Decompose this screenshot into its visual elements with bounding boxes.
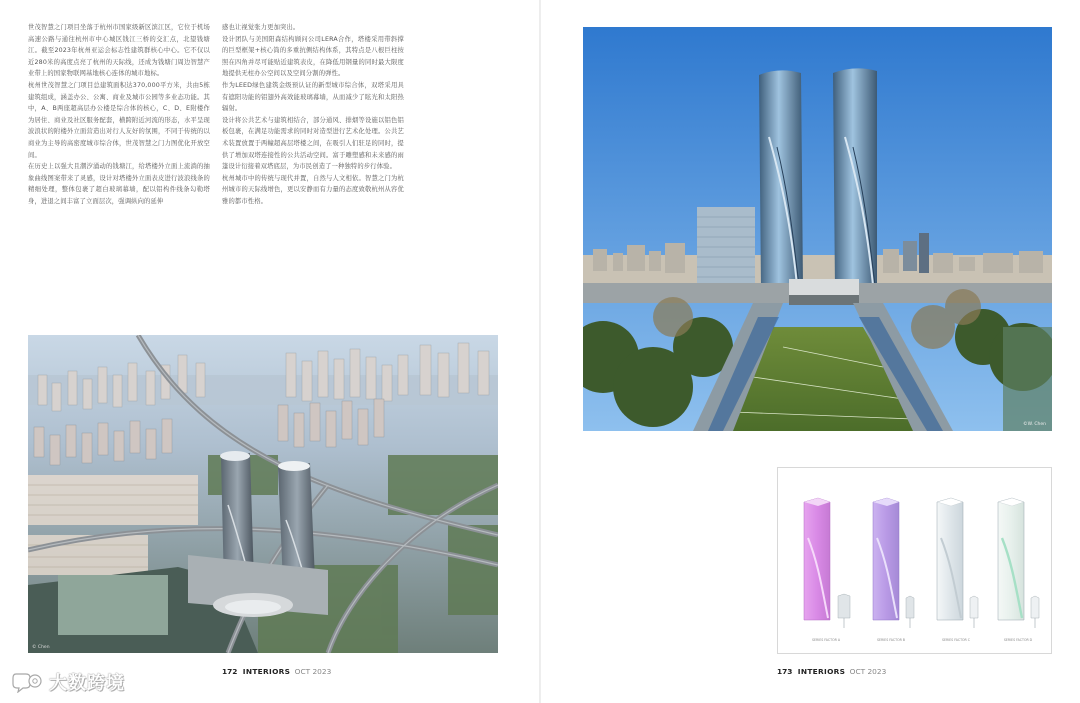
diagram-caption: SERIES FACTOR A	[812, 638, 840, 642]
watermark	[10, 669, 125, 695]
magazine-name: INTERIORS	[797, 667, 846, 676]
photo-credit: ©W. Chen	[1023, 422, 1046, 427]
page-number: 172	[222, 667, 238, 676]
diagram-caption: SERIES FACTOR D	[1003, 638, 1033, 642]
paragraph: 杭州城市中的传统与现代并置，自然与人文相依。智慧之门为杭州城市的天际线增色，更以安静而有力量的态度致敬杭州从容优雅的都市性格。	[222, 174, 404, 205]
tower-model-c	[937, 498, 978, 628]
paragraph: 世茂智慧之门项目坐落于杭州市国家级新区滨江区，它位于机场高速公路与通往杭州市中心城区钱江三桥的交汇点，北望钱塘江。截至2023年杭州亚运会标志性建筑群核心中心。它不仅以近280米的高度点亮了杭州的天际线，还成为钱塘门周边智慧产业带上的国家物联网基地核心连体的城市地标。	[28, 24, 210, 78]
issue-date: OCT 2023	[294, 667, 332, 676]
tower-model-d	[998, 498, 1039, 628]
page-folio	[777, 667, 886, 676]
magazine-name: INTERIORS	[242, 667, 291, 676]
paragraph: 作为LEED绿色建筑金级预认证的新型城市综合体，双塔采用具有遮阳功能的铝翅外高效能玻璃幕墙，从而减少了眩光和太阳热辐射。	[222, 81, 404, 113]
chat-bubble-logo-icon	[10, 671, 44, 693]
article-column-1	[28, 22, 210, 208]
tower-model-a	[804, 498, 850, 628]
paragraph: 感也让视觉张力更加突出。	[222, 24, 300, 31]
aerial-photo	[28, 335, 498, 653]
paragraph: 设计团队与美国阳森结构顾问公司LERA合作，塔楼采用带斜撑的巨型框架+核心筒的多重抗侧结构体系，其特点是八根巨柱按照在四角并尽可能贴近建筑表皮，在降低用钢量的同时最大限度地提供无柱办公空间以及空间分割的弹性。	[222, 35, 404, 78]
photo-credit: © Chen	[32, 645, 50, 650]
watermark-text: 大数跨境	[49, 673, 125, 694]
diagram-caption: SERIES FACTOR B	[876, 638, 905, 642]
paragraph: 设计将公共艺术与建筑相结合，部分通风、排烟等设施以铝色铝板包裹，在满足功能需求的同时对造型进行艺术化处理。公共艺术装置放置于两幢超高层塔楼之间，在吸引人们驻足的同时，提供了增加双塔连接性的公共活动空间。富于雕塑感和未来感的雨篷设计衍接着双塔底层，为市民创造了一种独特的步行体验。	[222, 116, 404, 171]
issue-date: OCT 2023	[849, 667, 887, 676]
page-folio	[222, 667, 331, 676]
park-photo	[583, 27, 1052, 431]
page-number: 173	[777, 667, 793, 676]
paragraph: 杭州世茂智慧之门项目总建筑面积达370,000平方米，共由5栋建筑组成，涵盖办公、公寓、商业及城市公园等多业态功能。其中，A、B两座超高层办公楼是综合体的核心，C、D、E附楼作为居住、商业及社区服务配套，横跨附近河流的形态，水平呈现波浪状的附楼外立面营造出对行人友好的氛围，不同于传统的以商业为主导的高密度城市综合体，世茂智慧之门力图优化开放空间。	[28, 81, 210, 159]
paragraph: 在历史上以强大且潮汐涌动的钱塘江，给塔楼外立面上流淌的抽象曲线图案带来了灵感，设计对塔楼外立面表皮进行波浪线条的精细处理，整体包裹了超白玻璃幕墙，配以铝构件线条勾勒塔身，进退之间丰富了立面层次，强调纵向的延伸	[28, 163, 210, 205]
page-gutter	[539, 0, 541, 703]
diagram-caption: SERIES FACTOR C	[941, 638, 971, 642]
tower-facade-diagram	[777, 467, 1052, 654]
article-column-2	[222, 22, 404, 208]
tower-model-b	[873, 498, 914, 628]
